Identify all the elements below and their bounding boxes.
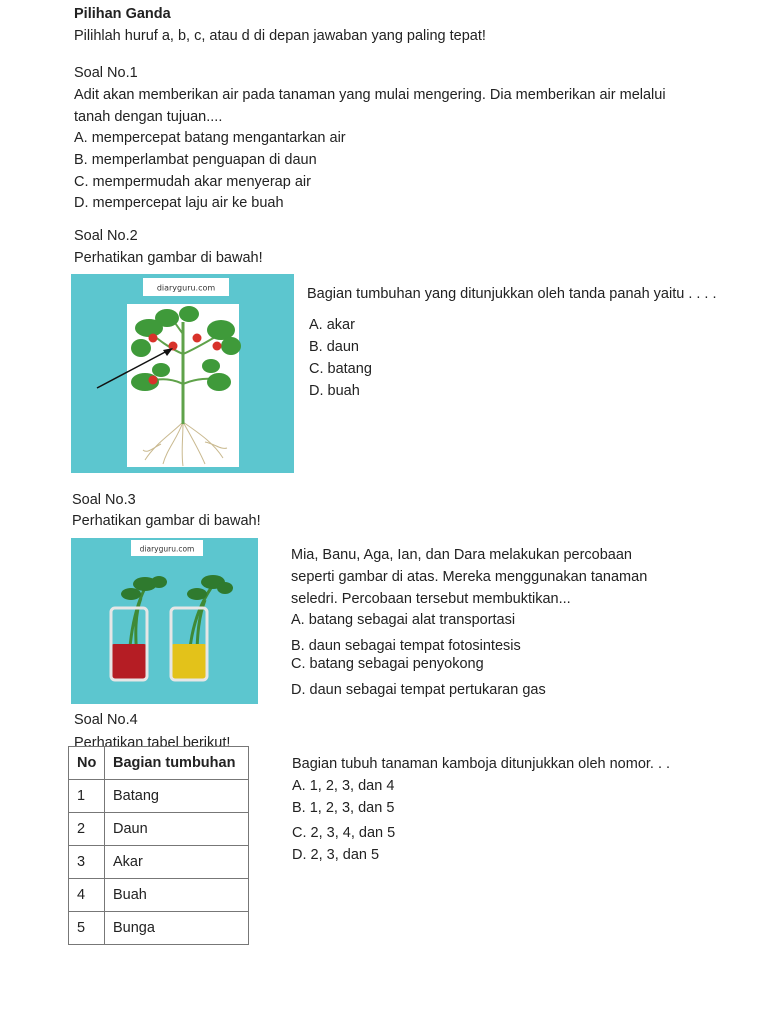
q2-option-a: A. akar (309, 317, 355, 333)
q1-stem-line2: tanah dengan tujuan.... (74, 109, 223, 125)
figure-background (71, 538, 258, 704)
celery-experiment-figure (71, 538, 258, 704)
q3-option-b: B. daun sebagai tempat fotosintesis (291, 638, 521, 654)
q4-question: Bagian tubuh tanaman kamboja ditunjukkan oleh nomor. . . (292, 756, 671, 772)
table-row (69, 879, 249, 912)
table-cell-part: Akar (105, 846, 249, 879)
q1-option-b: B. memperlambat penguapan di daun (74, 152, 317, 168)
q2-question: Bagian tumbuhan yang ditunjukkan oleh tanda panah yaitu . . . . (307, 286, 717, 302)
q1-stem-line1: Adit akan memberikan air pada tanaman yang mulai mengering. Dia memberikan air melalui (74, 87, 666, 103)
table-row (69, 912, 249, 945)
instruction-text: Pilihlah huruf a, b, c, atau d di depan jawaban yang paling tepat! (74, 28, 486, 44)
table-header-no: No (69, 747, 105, 780)
q4-option-a: A. 1, 2, 3, dan 4 (292, 778, 395, 794)
q4-prompt: Perhatikan tabel berikut! (74, 735, 231, 746)
q1-option-c: C. mempermudah akar menyerap air (74, 174, 311, 190)
table-cell-no: 3 (69, 846, 105, 879)
q3-stem-line2: seperti gambar di atas. Mereka menggunakan tanaman (291, 569, 648, 585)
table-cell-no: 5 (69, 912, 105, 945)
table-row (69, 846, 249, 879)
page-title: Pilihan Ganda (74, 6, 171, 22)
figure-watermark: diaryguru.com (156, 283, 216, 293)
red-water (111, 644, 147, 680)
q3-option-d: D. daun sebagai tempat pertukaran gas (291, 682, 546, 698)
q3-stem-line3: seledri. Percobaan tersebut membuktikan... (291, 591, 571, 607)
table-header-row (69, 747, 249, 780)
q3-option-a: A. batang sebagai alat transportasi (291, 612, 516, 628)
figure-watermark: diaryguru.com (139, 544, 195, 554)
q3-option-c: C. batang sebagai penyokong (291, 656, 484, 672)
table-cell-part: Daun (105, 813, 249, 846)
table-cell-part: Buah (105, 879, 249, 912)
q1-option-d: D. mempercepat laju air ke buah (74, 195, 284, 211)
q2-option-c: C. batang (309, 361, 372, 377)
plant-figure (71, 274, 294, 473)
q2-option-d: D. buah (309, 383, 360, 399)
q3-stem-line1: Mia, Banu, Aga, Ian, dan Dara melakukan percobaan (291, 547, 632, 563)
q4-option-c: C. 2, 3, 4, dan 5 (292, 825, 396, 841)
table-cell-no: 2 (69, 813, 105, 846)
q2-prompt: Perhatikan gambar di bawah! (74, 250, 263, 266)
table-cell-no: 4 (69, 879, 105, 912)
q2-option-b: B. daun (309, 339, 359, 355)
q3-label: Soal No.3 (72, 492, 136, 508)
table-cell-part: Batang (105, 780, 249, 813)
q1-option-a: A. mempercepat batang mengantarkan air (74, 130, 346, 146)
table-cell-part: Bunga (105, 912, 249, 945)
q1-label: Soal No.1 (74, 65, 138, 81)
q4-option-b: B. 1, 2, 3, dan 5 (292, 800, 395, 816)
q4-label: Soal No.4 (74, 712, 138, 728)
q4-option-d: D. 2, 3, dan 5 (292, 847, 380, 863)
table-cell-no: 1 (69, 780, 105, 813)
yellow-water (171, 644, 207, 680)
q2-label: Soal No.2 (74, 228, 138, 244)
table-row (69, 780, 249, 813)
plant-parts-table (68, 746, 249, 945)
table-row (69, 813, 249, 846)
table-header-part: Bagian tumbuhan (105, 747, 249, 780)
q3-prompt: Perhatikan gambar di bawah! (72, 513, 261, 529)
